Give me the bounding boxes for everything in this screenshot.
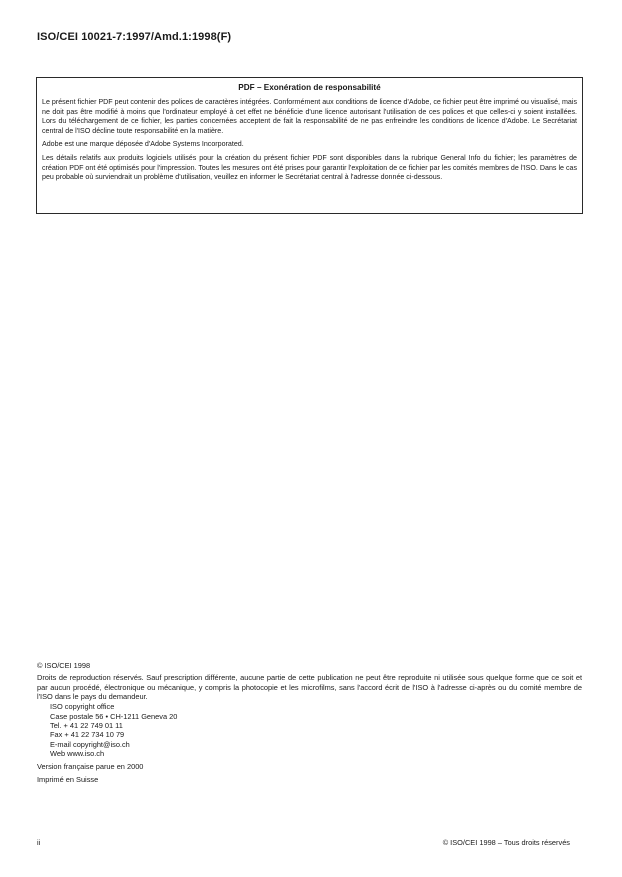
page-number: ii [37, 838, 41, 847]
address-fax: Fax + 41 22 734 10 79 [50, 730, 125, 740]
address-office: ISO copyright office [50, 702, 115, 712]
iso-address [50, 702, 582, 758]
disclaimer-paragraph-fonts: Le présent fichier PDF peut contenir des polices de caractères intégrées. Conformément aux conditions de licence d'Adobe, ce fichier peut être imprimé ou visualisé, mais ne doit pas être modifié à moins que l'ordinateur employé à cet effet ne bénéficie d'une licence autorisant l'utilisation de ces polices et que celles-ci y soient installées. Lors du téléchargement de ce fichier, les parties concernées acceptent de fait la responsabilité de ne pas enfreindre les conditions de licence d'Adobe. Le Secrétariat central de l'ISO décline toute responsabilité en la matière. [42, 98, 577, 135]
reproduction-rights-text: Droits de reproduction réservés. Sauf prescription différente, aucune partie de cette publication ne peut être reproduite ni utilisée sous quelque forme que ce soit et par aucun procédé, électronique ou mécanique, y compris la photocopie et les microfilms, sans l'accord écrit de l'ISO à l'adresse ci-après ou du comité membre de l'ISO dans le pays du demandeur. [37, 672, 582, 702]
publication-note: Version française parue en 2000 [37, 761, 144, 771]
address-web: Web www.iso.ch [50, 749, 105, 759]
pdf-disclaimer-box [36, 77, 583, 214]
document-id: ISO/CEI 10021-7:1997/Amd.1:1998(F) [37, 31, 232, 43]
address-postal: Case postale 56 • CH-1211 Geneva 20 [50, 711, 178, 721]
copyright-notice: © ISO/CEI 1998 [37, 661, 91, 670]
copyright-block [37, 661, 582, 785]
address-tel: Tel. + 41 22 749 01 11 [50, 721, 123, 730]
footer-rights: © ISO/CEI 1998 – Tous droits réservés [442, 838, 570, 847]
printed-note: Imprimé en Suisse [37, 775, 99, 785]
disclaimer-paragraph-details: Les détails relatifs aux produits logiciels utilisés pour la création du présent fichier PDF sont disponibles dans la rubrique General Info du fichier; les paramètres de création PDF ont été optimisés pour l'impression. Toutes les mesures ont été prises pour garantir l'exploitation de ce fichier par les comités membres de l'ISO. Dans le cas peu probable où surviendrait un problème d'utilisation, veuillez en informer le Secrétariat central à l'adresse donnée ci-dessous. [42, 153, 577, 182]
disclaimer-title: PDF – Exonération de responsabilité [238, 83, 381, 92]
disclaimer-paragraph-trademark: Adobe est une marque déposée d'Adobe Systems Incorporated. [42, 140, 244, 149]
address-email: E-mail copyright@iso.ch [50, 739, 130, 749]
